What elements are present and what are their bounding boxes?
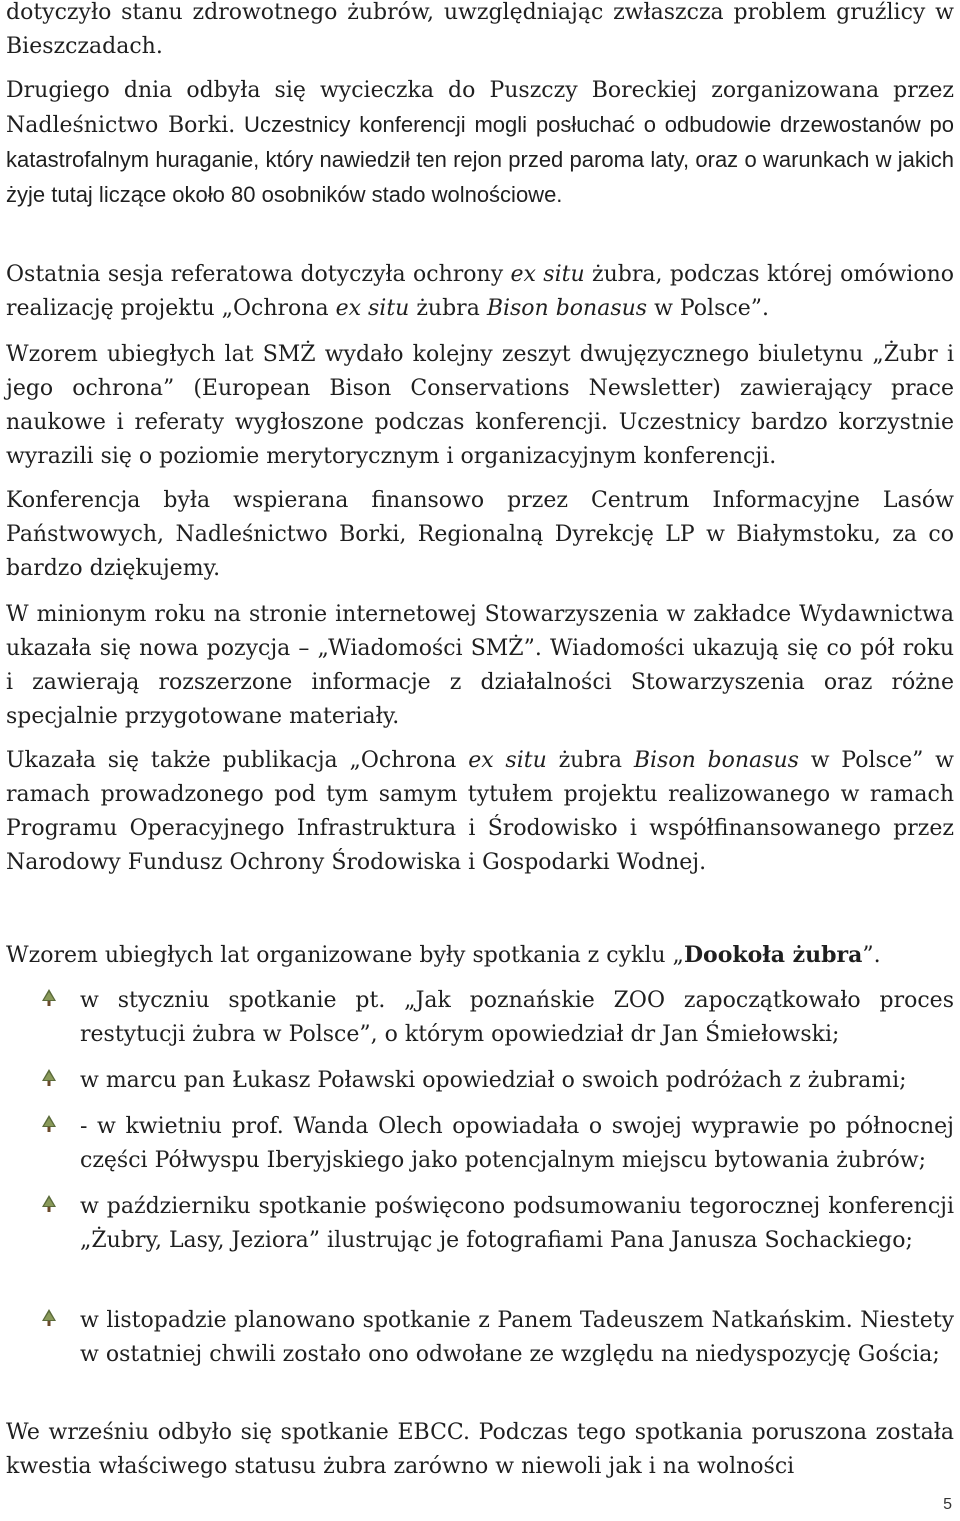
italic-term: Bison bonasus [633,748,799,773]
list-item-text: w listopadzie planowano spotkanie z Panem Tadeuszem Natkańskim. Niestety w ostatniej chwili zostało ono odwołane ze względu na niedyspozycję Gościa; [80,1308,954,1367]
text-span: W minionym roku na stronie internetowej Stowarzyszenia w zakładce Wydawnictwa ukazała się nowa pozycja – „Wiadomości SMŻ”. Wiadomości ukazują się co pół roku i zawierają rozszerzone informacje z działalności Stowarzyszenia oraz różne specjalnie przygotowane materiały. [6,602,954,729]
text-span: ”. [862,943,881,968]
bold-series-name: Dookoła żubra [683,942,863,968]
text-span: We wrześniu odbyło się spotkanie EBCC. Podczas tego spotkania poruszona została kwestia właściwego statusu żubra zarówno w niewoli jak i na wolności [6,1420,954,1479]
tree-icon [40,1308,58,1328]
paragraph-ebcc [6,1416,954,1484]
tree-icon [40,1068,58,1088]
text-span: w Polsce” w ramach prowadzonego pod tym samym tytułem projektu realizowanego w ramach Programu Operacyjnego Infrastruktura i Środowisko i współfinansowanego przez Narodowy Fundusz Ochrony Środowiska i Gospodarki Wodnej. [6,748,955,875]
italic-term: ex situ [335,296,410,321]
tree-icon [40,1194,58,1214]
text-span: Wzorem ubiegłych lat organizowane były spotkania z cyklu „ [6,943,684,968]
text-span: Ostatnia sesja referatowa dotyczyła ochrony [6,262,511,287]
paragraph-wsparcie [6,484,954,586]
paragraph-gruzlica [6,0,954,64]
text-span: żubra [409,296,487,321]
paragraph-wycieczka [6,74,954,213]
text-span: Wzorem ubiegłych lat SMŻ wydało kolejny zeszyt dwujęzycznego biuletynu „Żubr i jego ochrona” (European Bison Conservations Newsletter) zawierający prace naukowe i referaty wygłoszone podczas konferencji. Uczestnicy bardzo korzystnie wyrazili się o poziomie merytorycznym i organizacyjnym konferencji. [6,342,954,469]
text-span: dotyczyło stanu zdrowotnego żubrów, uwzględniając zwłaszcza problem gruźlicy w Bieszczadach. [6,0,954,59]
text-span: Drugiego dnia odbyła się wycieczka do Puszczy Boreckiej zorganizowana przez Nadleśnictwo Borki. [6,78,954,138]
paragraph-publikacja [6,744,954,880]
text-span: żubra [546,748,634,773]
list-item-text: w styczniu spotkanie pt. „Jak poznańskie ZOO zapoczątkowało proces restytucji żubra w Polsce”, o którym opowiedział dr Jan Śmiełowski; [80,988,954,1047]
paragraph-wiadomosci-smz [6,598,954,734]
italic-term: ex situ [468,748,547,773]
paragraph-sesja-referatowa [6,258,954,326]
list-item-text: w październiku spotkanie poświęcono podsumowaniu tegorocznej konferencji „Żubry, Lasy, Jeziora” ilustrując je fotografiami Pana Janusza Sochackiego; [80,1194,954,1253]
paragraph-biuletyn [6,338,954,474]
italic-term: ex situ [510,262,585,287]
text-span: Ukazała się także publikacja „Ochrona [6,748,469,773]
italic-term: Bison bonasus [486,296,648,321]
paragraph-dookola-zubra [6,938,954,973]
text-span: żubra, podczas której omówiono realizację projektu „Ochrona [6,262,954,321]
list-item-text: w marcu pan Łukasz Poławski opowiedział o swoich podróżach z żubrami; [80,1068,907,1093]
text-span: Uczestnicy konferencji mogli posłuchać o odbudowie drzewostanów po katastrofalnym huraganie, który nawiedził ten rejon przed paroma laty, oraz o warunkach w jakich żyje tutaj liczące około 80 osobników stado wolnościowe. [6,112,954,207]
tree-icon [40,988,58,1008]
text-span: Konferencja była wspierana finansowo przez Centrum Informacyjne Lasów Państwowych, Nadleśnictwo Borki, Regionalną Dyrekcję LP w Białymstoku, za co bardzo dziękujemy. [6,488,954,581]
tree-icon [40,1114,58,1134]
page-number: 5 [943,1496,952,1513]
list-item-text: - w kwietniu prof. Wanda Olech opowiadała o swojej wyprawie po północnej części Półwyspu Iberyjskiego jako potencjalnym miejscu bytowania żubrów; [80,1114,954,1173]
text-span: w Polsce”. [647,296,769,321]
